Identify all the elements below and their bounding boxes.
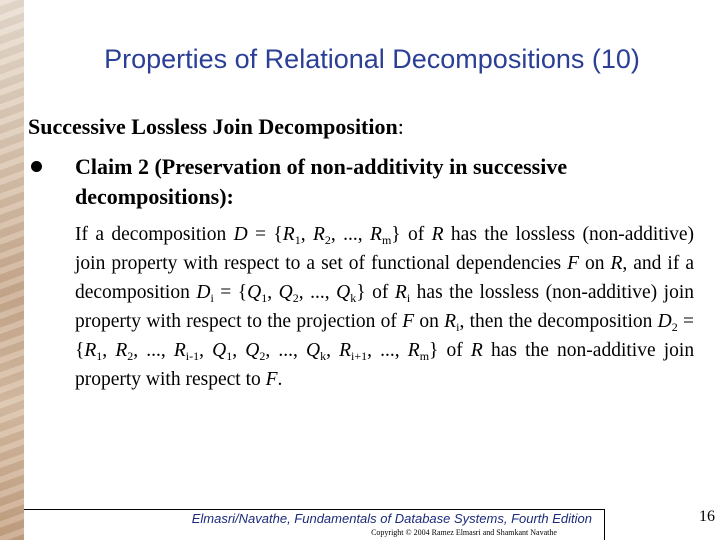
subheading-suffix: : [397, 114, 404, 139]
para-text: } of [429, 340, 471, 361]
para-text: , ..., [367, 340, 408, 361]
para-var: R [370, 224, 382, 245]
subheading [28, 112, 694, 142]
para-var: D [196, 282, 211, 303]
para-var: R [394, 282, 407, 303]
para-var: R [610, 253, 623, 274]
para-text: , ..., [133, 340, 174, 361]
para-subscript: 1 [226, 349, 233, 363]
para-text: , [102, 340, 116, 361]
para-text: , then the decomposition [459, 311, 658, 332]
para-var: R [407, 340, 420, 361]
footer-copyright: Copyright © 2004 Ramez Elmasri and Shamkant Navathe [371, 528, 557, 537]
page-number: 16 [699, 508, 715, 525]
para-var: R [115, 340, 128, 361]
para-text: } of [391, 224, 432, 245]
para-text: , ..., [330, 224, 371, 245]
para-var: R [470, 340, 483, 361]
para-text: , [300, 224, 313, 245]
para-subscript: 2 [292, 291, 299, 305]
slide-title: Properties of Relational Decompositions (10) [104, 44, 640, 74]
para-var: Q [278, 282, 293, 303]
para-text: = { [247, 224, 283, 245]
claim-bullet-item [28, 152, 694, 212]
para-subscript: i+1 [351, 349, 368, 363]
para-subscript: 2 [671, 320, 678, 334]
para-subscript: k [350, 291, 357, 305]
para-text: , [326, 340, 340, 361]
para-var: R [444, 311, 457, 332]
footer-divider [24, 509, 604, 510]
para-var: R [84, 340, 97, 361]
para-var: R [431, 224, 444, 245]
para-subscript: 1 [96, 349, 103, 363]
para-var: R [312, 224, 325, 245]
subheading-bold: Successive Lossless Join Decomposition [28, 114, 398, 139]
para-var: R [339, 340, 352, 361]
para-subscript: 2 [127, 349, 134, 363]
para-text: . [277, 369, 283, 390]
para-text: = { [213, 282, 248, 303]
claim-paragraph [28, 220, 694, 394]
para-var: R [282, 224, 295, 245]
para-text: , [267, 282, 279, 303]
para-var: Q [245, 340, 260, 361]
para-text: , ..., [298, 282, 337, 303]
para-text: If a decomposition [75, 224, 234, 245]
para-subscript: 2 [259, 349, 266, 363]
para-subscript: 1 [261, 291, 268, 305]
para-text: , [199, 340, 213, 361]
para-subscript: 2 [324, 233, 331, 247]
para-text: , and if a decomposition [75, 253, 694, 303]
para-var: F [567, 253, 579, 274]
para-var: D [657, 311, 672, 332]
para-var: F [402, 311, 415, 332]
para-text: } of [356, 282, 395, 303]
para-var: Q [306, 340, 321, 361]
para-text: has the lossless (non-additive) join property with respect to a set of functional dependencies [75, 224, 695, 274]
para-subscript: i [210, 291, 214, 305]
para-subscript: i [456, 320, 460, 334]
para-var: Q [336, 282, 351, 303]
para-var: Q [212, 340, 227, 361]
claim-text: Claim 2 (Preservation of non-additivity in successive decompositions): [75, 154, 568, 209]
para-subscript: k [320, 349, 327, 363]
para-text: , [232, 340, 246, 361]
para-subscript: m [381, 233, 392, 247]
bullet-icon [31, 161, 42, 172]
para-text: , ..., [265, 340, 306, 361]
para-var: Q [247, 282, 262, 303]
para-subscript: i [406, 291, 411, 305]
para-var: F [265, 369, 278, 390]
para-text: on [414, 311, 445, 332]
para-subscript: i-1 [185, 349, 200, 363]
para-var: R [173, 340, 186, 361]
para-var: D [233, 224, 248, 245]
decorative-sidebar [0, 0, 24, 540]
footer-book-title: Elmasri/Navathe, Fundamentals of Database Systems, Fourth Edition [191, 511, 592, 526]
para-text: has the lossless (non-additive) join property with respect to the projection of [75, 282, 695, 332]
para-subscript: 1 [294, 233, 301, 247]
para-subscript: m [419, 349, 430, 363]
slide-content [28, 112, 694, 394]
para-text: has the non-additive join property with respect to [75, 340, 695, 390]
para-text: on [578, 253, 611, 274]
para-text: = { [75, 311, 695, 361]
